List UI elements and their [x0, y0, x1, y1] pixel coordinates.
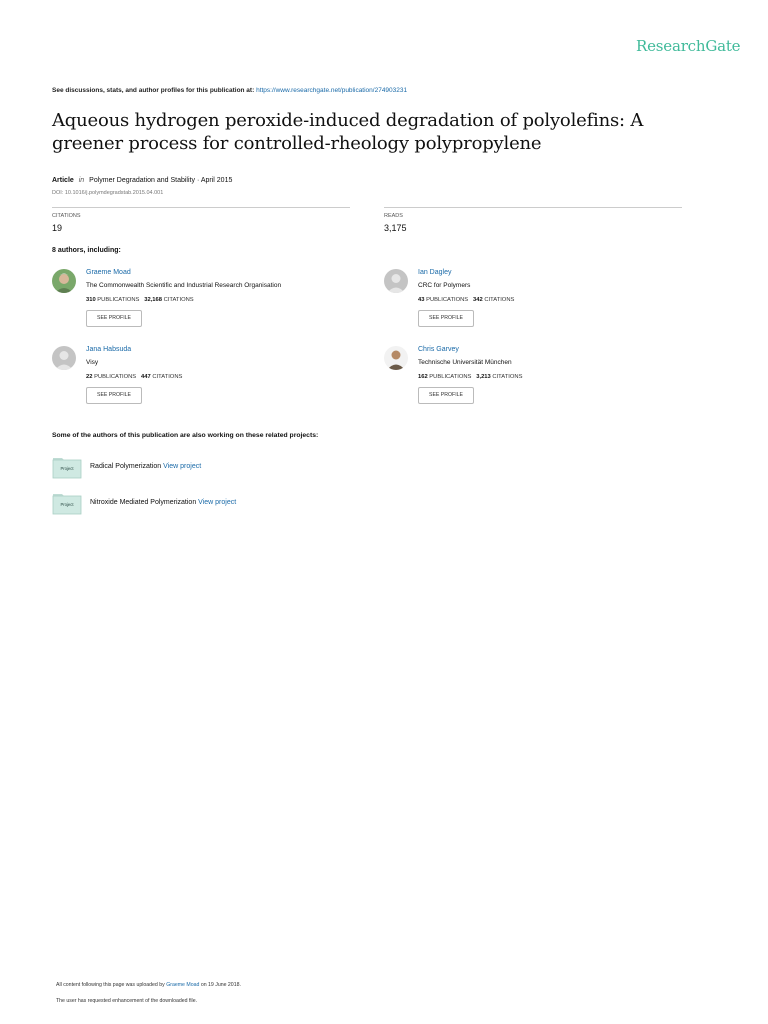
upload-info: All content following this page was uploaded by Graeme Moad on 19 June 2018. [56, 982, 241, 988]
project-title-line [90, 499, 236, 506]
author-affiliation: The Commonwealth Scientific and Industrial Research Organisation [86, 282, 282, 289]
author-card [384, 346, 684, 416]
paper-title: Aqueous hydrogen peroxide-induced degradation of polyolefins: A greener process for controlled-rheology polypropylene [52, 110, 644, 154]
discussion-prefix: See discussions, stats, and author profiles for this publication at: [52, 87, 255, 94]
view-project-link[interactable]: View project [198, 499, 237, 506]
authors-header: 8 authors, including: [52, 247, 121, 254]
project-icon-label: Project [60, 502, 74, 507]
author-affiliation: CRC for Polymers [418, 282, 471, 289]
author-name[interactable]: Jana Habsuda [86, 346, 132, 353]
project-item [52, 457, 372, 481]
author-card [384, 269, 684, 339]
see-profile-button[interactable]: SEE PROFILE [86, 387, 142, 404]
avatar-photo-icon[interactable] [52, 269, 76, 293]
article-info [52, 177, 232, 184]
author-name[interactable]: Chris Garvey [418, 346, 459, 353]
view-project-link[interactable]: View project [163, 463, 202, 470]
citations-label: CITATIONS [52, 213, 81, 219]
project-title-line [90, 463, 201, 470]
uploader-link[interactable]: Graeme Moad [166, 982, 200, 988]
discussion-line [52, 87, 407, 94]
article-type: Article [52, 177, 74, 184]
author-affiliation: Technische Universität München [418, 359, 512, 366]
researchgate-logo[interactable]: ResearchGate [636, 37, 741, 55]
projects-header: Some of the authors of this publication are also working on these related projects: [52, 432, 319, 439]
author-name[interactable]: Graeme Moad [86, 269, 131, 276]
author-name[interactable]: Ian Dagley [418, 269, 452, 276]
project-item [52, 493, 372, 517]
default-user-icon[interactable] [52, 346, 76, 370]
journal-name[interactable]: Polymer Degradation and Stability [89, 177, 195, 184]
publication-url-link[interactable]: https://www.researchgate.net/publication/274903231 [256, 87, 408, 94]
see-profile-button[interactable]: SEE PROFILE [418, 310, 474, 327]
citations-divider [52, 207, 350, 208]
reads-divider [384, 207, 682, 208]
project-folder-icon [52, 457, 82, 479]
project-folder-icon [52, 493, 82, 515]
default-user-icon[interactable] [384, 269, 408, 293]
doi: DOI: 10.1016/j.polymdegradstab.2015.04.001 [52, 190, 164, 196]
reads-label: READS [384, 213, 403, 219]
publication-date: · April 2015 [196, 177, 233, 184]
see-profile-button[interactable]: SEE PROFILE [418, 387, 474, 404]
author-stats: 43 PUBLICATIONS 342 CITATIONS [418, 297, 515, 303]
author-card [52, 346, 352, 416]
enhancement-note: The user has requested enhancement of the downloaded file. [56, 998, 198, 1004]
author-affiliation: Visy [86, 359, 99, 366]
in-word: in [78, 177, 85, 184]
author-stats: 310 PUBLICATIONS 32,168 CITATIONS [86, 297, 194, 303]
project-name: Radical Polymerization [90, 463, 162, 470]
project-name: Nitroxide Mediated Polymerization [90, 499, 197, 506]
author-stats: 22 PUBLICATIONS 447 CITATIONS [86, 374, 183, 380]
avatar-photo-icon[interactable] [384, 346, 408, 370]
see-profile-button[interactable]: SEE PROFILE [86, 310, 142, 327]
reads-count: 3,175 [384, 223, 407, 233]
author-card [52, 269, 352, 339]
citations-count: 19 [52, 223, 63, 233]
project-icon-label: Project [60, 466, 74, 471]
author-stats: 162 PUBLICATIONS 3,213 CITATIONS [418, 374, 523, 380]
